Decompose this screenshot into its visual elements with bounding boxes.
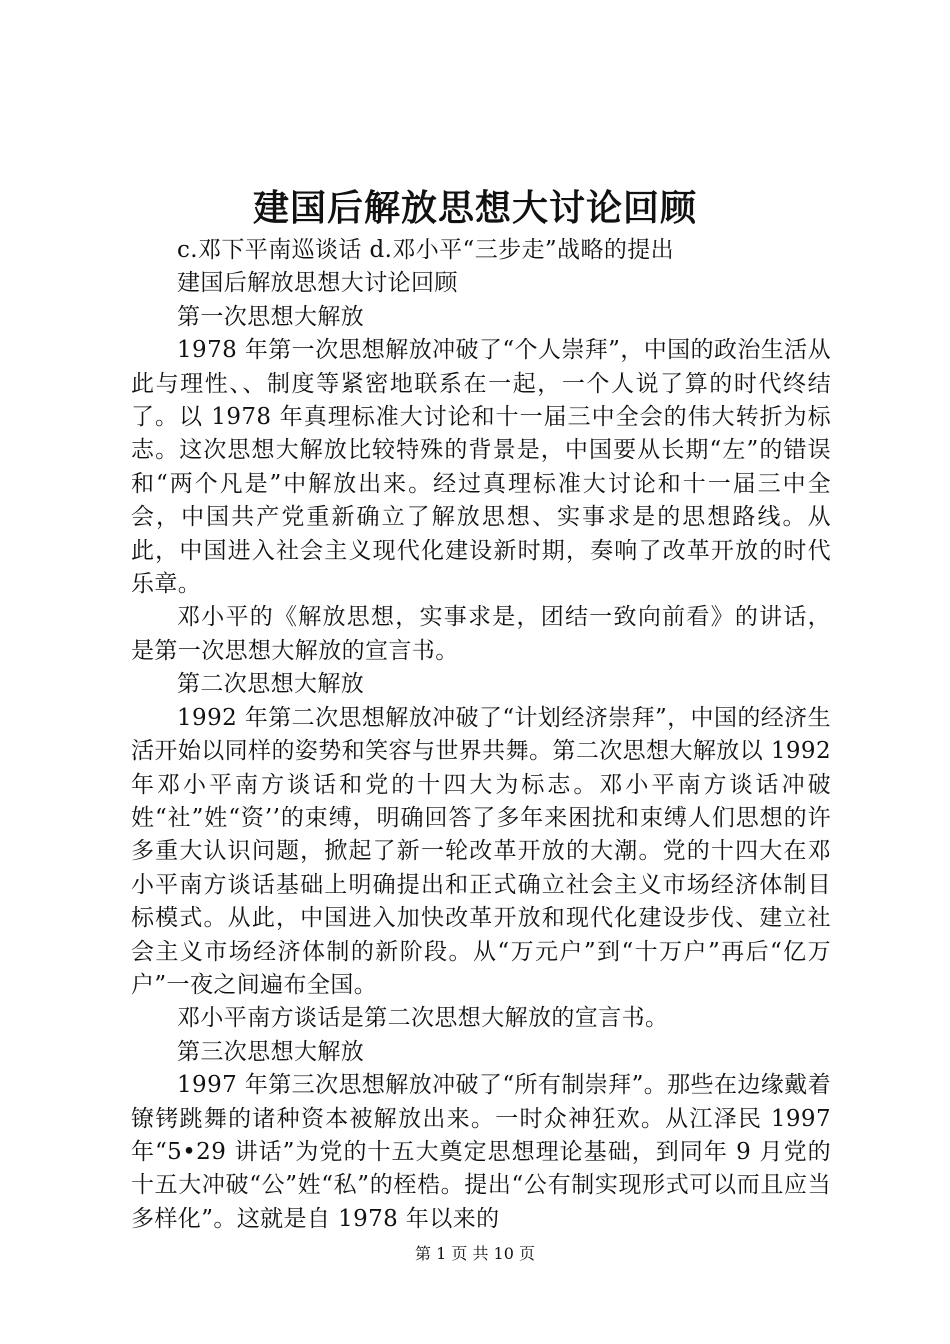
paragraph-second-manifesto: 邓小平南方谈话是第二次思想大解放的宣言书。 bbox=[177, 1005, 669, 1032]
section-heading-second: 第二次思想大解放 bbox=[177, 671, 365, 698]
section-heading-third: 第三次思想大解放 bbox=[177, 1038, 365, 1065]
paragraph-first-manifesto: 邓小平的《解放思想，实事求是，团结一致向前看》的讲话，是第一次思想大解放的宣言书。 bbox=[131, 604, 831, 664]
document-title: 建国后解放思想大讨论回顾 bbox=[252, 187, 697, 229]
section-heading-first: 第一次思想大解放 bbox=[177, 303, 365, 330]
paragraph-answer-options: c.邓下平南巡谈话 d.邓小平“三步走”战略的提出 bbox=[177, 237, 675, 263]
document-body bbox=[131, 234, 831, 1236]
paragraph-first-liberation: 1978 年第一次思想解放冲破了“个人崇拜”，中国的政治生活从此与理性、、制度等紧密地联系在一起，一个人说了算的时代终结了。以 1978 年真理标准大讨论和十一届三中全会的伟大转折为标志。这次思想大解放比较特殊的背景是，中国要从长期“左”的错误和“两个凡是”中解放出来。经过真理标准大讨论和十一届三中全会，中国共产党重新确立了解放思想、实事求是的思想路线。从此，中国进入社会主义现代化建设新时期，奏响了改革开放的时代乐章。 bbox=[131, 337, 831, 598]
page-number: 第 1 页 共 10 页 bbox=[415, 1244, 535, 1263]
paragraph-subtitle: 建国后解放思想大讨论回顾 bbox=[177, 270, 458, 297]
paragraph-third-liberation: 1997 年第三次思想解放冲破了“所有制崇拜”。那些在边缘戴着镣铐跳舞的诸种资本被解放出来。一时众神狂欢。从江泽民 1997 年“5•29 讲话”为党的十五大奠定思想理论基础，到同年 9 月党的十五大冲破“公”姓“私”的桎梏。提出“公有制实现形式可以而且应当多样化”。这就是自 1978 年以来的 bbox=[131, 1072, 831, 1232]
paragraph-second-liberation: 1992 年第二次思想解放冲破了“计划经济崇拜”，中国的经济生活开始以同样的姿势和笑容与世界共舞。第二次思想大解放以 1992 年邓小平南方谈话和党的十四大为标志。邓小平南方谈话冲破姓“社”姓“资’’的束缚，明确回答了多年来困扰和束缚人们思想的许多重大认识问题，掀起了新一轮改革开放的大潮。党的十四大在邓小平南方谈话基础上明确提出和正式确立社会主义市场经济体制目标模式。从此，中国进入加快改革开放和现代化建设步伐、建立社会主义市场经济体制的新阶段。从“万元户”到“十万户”再后“亿万户”一夜之间遍布全国。 bbox=[131, 704, 831, 998]
